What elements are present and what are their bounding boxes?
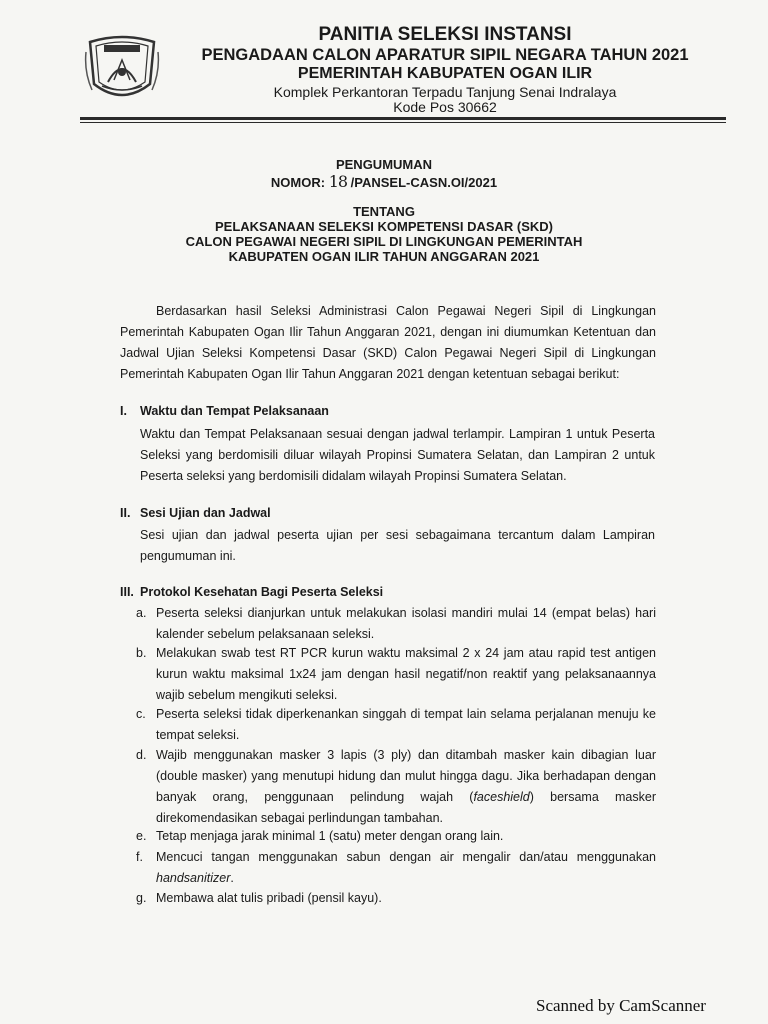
list-item-text: Peserta seleksi dianjurkan untuk melakukan isolasi mandiri mulai 14 (empat belas) hari kalender sebelum pelaksanaan seleksi.: [156, 606, 656, 641]
number-prefix: NOMOR:: [270, 175, 326, 190]
announcement-subject-line-2: CALON PEGAWAI NEGERI SIPIL DI LINGKUNGAN PEMERINTAH: [185, 234, 583, 249]
section-number: III.: [120, 585, 134, 599]
ogan-ilir-emblem-icon: [84, 32, 160, 104]
letterhead-rule-thin: [80, 122, 726, 123]
section-1-heading: [120, 404, 329, 418]
section-2-body: Sesi ujian dan jadwal peserta ujian per sesi sebagaimana tercantum dalam Lampiran pengumuman ini.: [140, 528, 655, 563]
list-item: [136, 643, 656, 706]
announcement-title: PENGUMUMAN: [335, 157, 433, 172]
list-marker: f.: [136, 850, 143, 864]
list-marker: c.: [136, 707, 146, 721]
section-number: II.: [120, 506, 131, 520]
section-3-heading: [120, 585, 383, 599]
announcement-about: TENTANG: [353, 204, 415, 219]
list-item-text: Melakukan swab test RT PCR kurun waktu maksimal 2 x 24 jam atau rapid test antigen kurun waktu maksimal 1x24 jam dengan hasil negatif/non reaktif yang pelaksanaannya wajib sebelum mengikuti seleksi.: [156, 646, 656, 702]
italic-term: faceshield: [473, 790, 530, 804]
section-2-heading: [120, 506, 271, 520]
letterhead-subtitle: PENGADAAN CALON APARATUR SIPIL NEGARA TAHUN 2021: [201, 46, 689, 64]
handwritten-number: 18: [328, 172, 348, 191]
letterhead-rule-thick: [80, 117, 726, 120]
italic-term: handsanitizer: [156, 871, 231, 885]
list-marker: g.: [136, 891, 147, 905]
list-marker: b.: [136, 646, 147, 660]
section-number: I.: [120, 404, 127, 418]
announcement-subject-line-3: KABUPATEN OGAN ILIR TAHUN ANGGARAN 2021: [228, 249, 540, 264]
number-suffix: /PANSEL-CASN.OI/2021: [350, 175, 498, 190]
scanner-watermark: Scanned by CamScanner: [536, 996, 706, 1015]
section-title: Sesi Ujian dan Jadwal: [140, 506, 271, 520]
text-part: Wajib menggunakan masker 3 lapis (3 ply) dan ditambah masker kain dibagian luar (double masker) yang menutupi hidung dan mulut hingga dagu. Jika berhadapan dengan banyak orang, penggunaan pelindung wajah (: [156, 748, 656, 804]
list-item-text: Membawa alat tulis pribadi (pensil kayu).: [156, 891, 382, 905]
announcement-subject-line-1: PELAKSANAAN SELEKSI KOMPETENSI DASAR (SKD): [214, 219, 554, 234]
letterhead-postal-code: Kode Pos 30662: [393, 99, 497, 115]
list-item: [136, 826, 656, 847]
list-marker: e.: [136, 829, 147, 843]
list-item-text: [156, 847, 656, 889]
list-item-text: [156, 745, 656, 829]
section-title: Waktu dan Tempat Pelaksanaan: [140, 404, 329, 418]
list-item: [136, 603, 656, 645]
text-part: Mencuci tangan menggunakan sabun dengan air mengalir dan/atau menggunakan: [156, 850, 656, 864]
section-1-body: Waktu dan Tempat Pelaksanaan sesuai dengan jadwal terlampir. Lampiran 1 untuk Peserta Seleksi yang berdomisili diluar wilayah Propinsi Sumatera Selatan, dan Lampiran 2 untuk Peserta seleksi yang berdomisili didalam wilayah Propinsi Sumatera Selatan.: [140, 427, 655, 483]
letterhead-address: Komplek Perkantoran Terpadu Tanjung Senai Indralaya: [273, 84, 617, 100]
announcement-number: [80, 172, 688, 191]
list-marker: a.: [136, 606, 147, 620]
list-marker: d.: [136, 748, 147, 762]
section-title: Protokol Kesehatan Bagi Peserta Seleksi: [140, 585, 384, 599]
letterhead-title: PANITIA SELEKSI INSTANSI: [318, 24, 572, 45]
text-part: ) bersama masker direkomendasikan sebagai perlindungan tambahan.: [156, 790, 656, 825]
letterhead-agency: PEMERINTAH KABUPATEN OGAN ILIR: [297, 65, 593, 82]
text-part: .: [230, 871, 234, 885]
list-item: [136, 888, 656, 909]
intro-paragraph: Berdasarkan hasil Seleksi Administrasi Calon Pegawai Negeri Sipil di Lingkungan Pemerintah Kabupaten Ogan Ilir Tahun Anggaran 2021, dengan ini diumumkan Ketentuan dan Jadwal Ujian Seleksi Kompetensi Dasar (SKD) Calon Pegawai Negeri Sipil di Lingkungan Pemerintah Kabupaten Ogan Ilir Tahun Anggaran 2021 dengan ketentuan sebagai berikut:: [120, 304, 656, 381]
list-item-text: Tetap menjaga jarak minimal 1 (satu) meter dengan orang lain.: [156, 829, 504, 843]
list-item-text: Peserta seleksi tidak diperkenankan singgah di tempat lain selama perjalanan menuju ke tempat seleksi.: [156, 707, 656, 742]
list-item: [136, 745, 656, 829]
list-item: [136, 704, 656, 746]
list-item: [136, 847, 656, 889]
